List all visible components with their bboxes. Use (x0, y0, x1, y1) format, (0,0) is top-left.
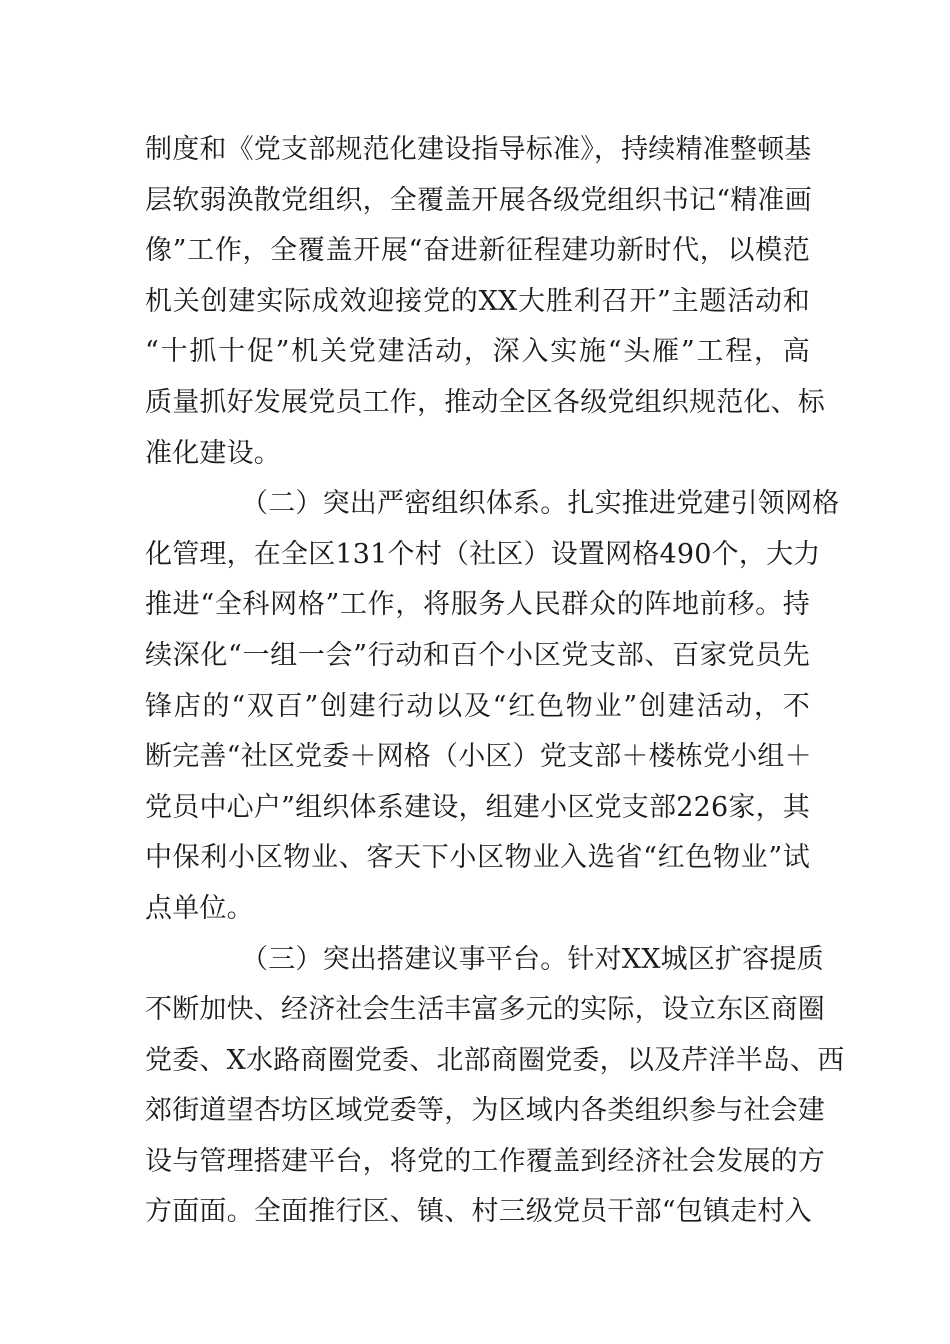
text-line: 郊街道望杏坊区域党委等，为区域内各类组织参与社会建 (145, 1095, 825, 1127)
text-line: 机关创建实际成效迎接党的XX大胜利召开”主题活动和 (145, 285, 810, 317)
text-line: 制度和《党支部规范化建设指导标准》，持续精准整顿基 (145, 134, 812, 165)
text-line: 层软弱涣散党组织，全覆盖开展各级党组织书记“精准画 (145, 184, 812, 216)
text-line: 像”工作，全覆盖开展“奋进新征程建功新时代，以模范 (145, 235, 810, 267)
text-line: “十抓十促”机关党建活动，深入实施“头雁”工程，高 (145, 336, 810, 368)
text-line: 锋店的“双百”创建行动以及“红色物业”创建活动，不 (145, 690, 810, 722)
text-line: 党员中心户”组织体系建设，组建小区党支部226家，其 (145, 791, 810, 823)
paragraph-heading-line: （三）突出搭建议事平台。针对XX城区扩容提质 (241, 943, 824, 975)
text-line: 准化建设。 (145, 437, 281, 469)
body-text (145, 125, 845, 1238)
paragraph-heading-line: （二）突出严密组织体系。扎实推进党建引领网格 (241, 488, 840, 520)
text-line: 化管理，在全区131个村（社区）设置网格490个，大力 (145, 538, 821, 570)
text-line: 推进“全科网格”工作，将服务人民群众的阵地前移。持 (145, 589, 810, 621)
text-line: 方面面。全面推行区、镇、村三级党员干部“包镇走村入 (145, 1196, 812, 1228)
paragraph-continuation (145, 125, 825, 479)
text-line: 质量抓好发展党员工作，推动全区各级党组织规范化、标 (145, 386, 825, 418)
paragraph-organization-system (145, 479, 840, 934)
text-line: 不断加快、经济社会生活丰富多元的实际，设立东区商圈 (145, 994, 825, 1026)
text-line: 续深化“一组一会”行动和百个小区党支部、百家党员先 (145, 639, 810, 671)
text-line: 点单位。 (145, 892, 254, 924)
paragraph-discussion-platform (145, 935, 845, 1239)
text-line: 中保利小区物业、客天下小区物业入选省“红色物业”试 (145, 842, 810, 874)
text-line: 设与管理搭建平台，将党的工作覆盖到经济社会发展的方 (145, 1145, 825, 1177)
text-line: 断完善“社区党委＋网格（小区）党支部＋楼栋党小组＋ (145, 741, 812, 773)
text-line: 党委、X水路商圈党委、北部商圈党委，以及芹洋半岛、西 (145, 1044, 845, 1076)
